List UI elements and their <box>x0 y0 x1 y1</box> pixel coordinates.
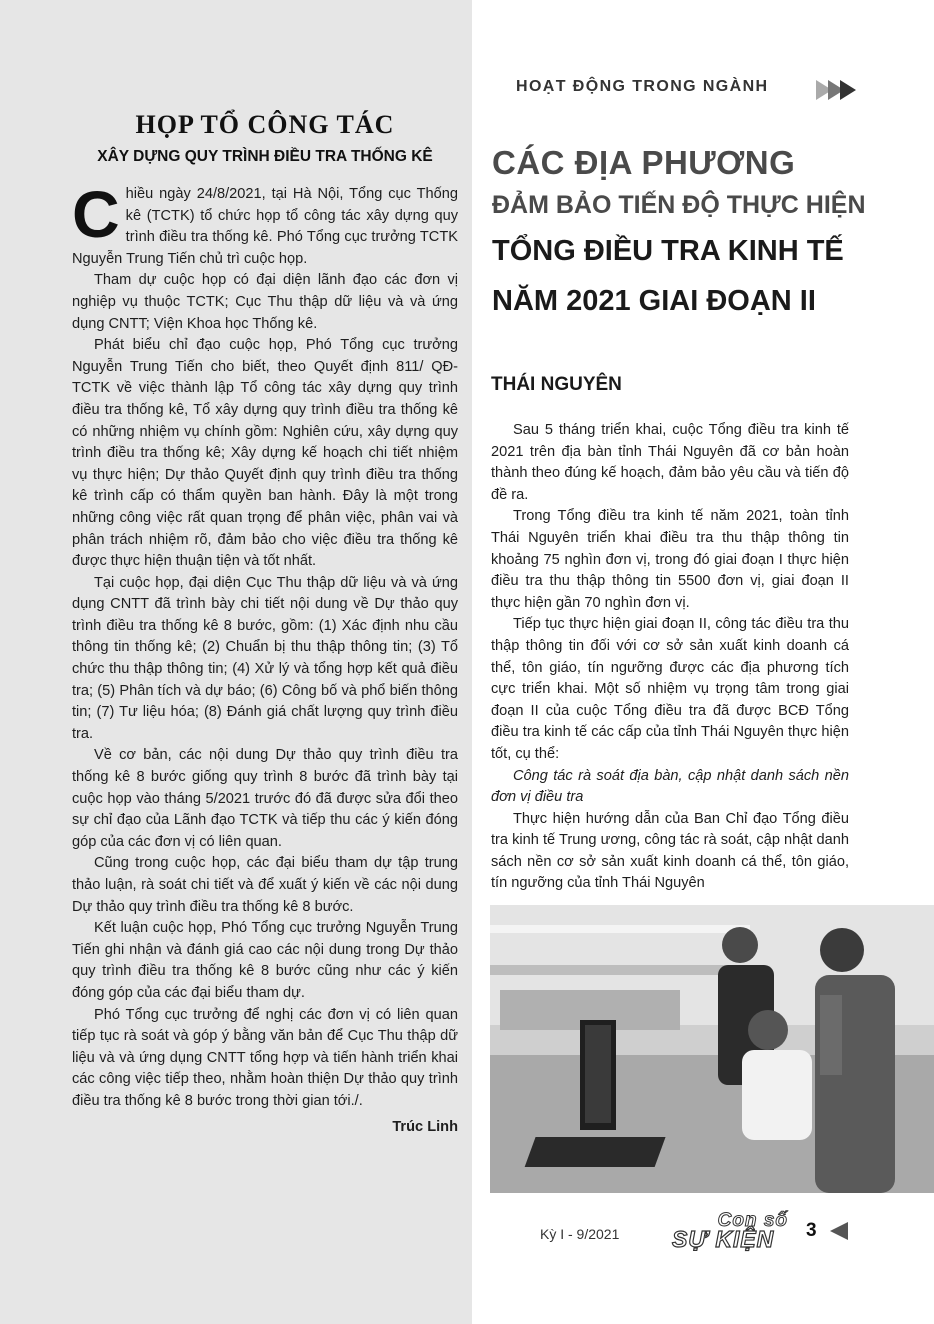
right-article-title <box>492 144 912 320</box>
triangle-left-icon <box>830 1222 848 1240</box>
right-paragraph-5: Thực hiện hướng dẫn của Ban Chỉ đạo Tổng điều tra kinh tế Trung ương, công tác rà soát, cập nhật danh sách nền cơ sở sản xuất kinh doanh cá thể, tôn giáo, tín ngưỡng của tỉnh Thái Nguyên <box>491 810 849 892</box>
page-number: 3 <box>806 1220 817 1241</box>
left-paragraph-6: Cũng trong cuộc họp, các đại biểu tham dự tập trung thảo luận, rà soát chi tiết và để xuất ý kiến về các nội dung Dự thảo quy trình điều tra thống kê 8 bước. <box>72 855 458 915</box>
left-article <box>72 110 458 1135</box>
left-paragraph-7: Kết luận cuộc họp, Phó Tổng cục trưởng Nguyễn Trung Tiến ghi nhận và đánh giá cao các nội dung trong Dự thảo quy trình điều tra thống kê 8 bước cũng như các ý kiến đóng góp của các đại biểu tham dự. <box>72 920 458 1001</box>
right-paragraph-2: Trong Tổng điều tra kinh tế năm 2021, toàn tỉnh Thái Nguyên triển khai điều tra thu thập thông tin khoảng 75 nghìn đơn vị, trong đó giai đoạn I thực hiện điều tra thu thập thông tin 5500 đơn vị, giai đoạn II thực hiện gần 70 nghìn đơn vị. <box>491 508 849 611</box>
right-paragraph-1: Sau 5 tháng triển khai, cuộc Tổng điều tra kinh tế 2021 trên địa bàn tỉnh Thái Nguyên đã cơ bản hoàn thành theo đúng kế hoạch, đảm bảo yêu cầu và tiến độ đề ra. <box>491 422 849 503</box>
left-paragraph-1: Chiều ngày 24/8/2021, tại Hà Nội, Tổng cục Thống kê (TCTK) tổ chức họp tổ công tác xây dựng quy trình điều tra thống kê. Phó Tổng cục trưởng TCTK Nguyễn Trung Tiến chủ trì cuộc họp. <box>72 177 458 267</box>
logo-line-1: Con số <box>717 1210 788 1231</box>
drop-cap: C <box>72 177 120 251</box>
left-paragraph-4: Tại cuộc họp, đại diện Cục Thu thập dữ liệu và và ứng dụng CNTT đã trình bày chi tiết nội dung về Dự thảo quy trình điều tra thống kê 8 bước, gồm: (1) Xác định nhu cầu thông tin thống kê; (2) Chuẩn bị thu thập thông tin; (3) Tổ chức thu thập thông tin; (4) Xử lý và tổng hợp kết quả điều tra; (5) Phân tích và dự báo; (6) Công bố và phổ biến thông tin; (7) Tư liệu hóa; (8) Đánh giá chất lượng quy trình điều tra. <box>72 574 458 742</box>
chevron-right-icon <box>840 80 856 100</box>
right-paragraph-4-italic: Công tác rà soát địa bàn, cập nhật danh sách nền đơn vị điều tra <box>491 767 849 806</box>
office-photo-illustration <box>490 905 934 1193</box>
left-paragraph-2: Tham dự cuộc họp có đại diện lãnh đạo các đơn vị nghiệp vụ thuộc TCTK; Cục Thu thập dữ liệu và và ứng dụng CNTT; Viện Khoa học Thống kê. <box>72 272 458 332</box>
title-line-4: NĂM 2021 GIAI ĐOẠN II <box>492 285 816 317</box>
left-paragraph-5: Về cơ bản, các nội dung Dự thảo quy trình điều tra thống kê 8 bước giống quy trình 8 bước đã trình bày tại cuộc họp vào tháng 5/2021 trước đó đã được sửa đổi theo sự chỉ đạo của Lãnh đạo TCTK và tiếp thu các ý kiến đóng góp của các đơn vị có liên quan. <box>72 747 458 850</box>
title-line-1: CÁC ĐỊA PHƯƠNG <box>492 144 796 181</box>
left-article-author: Trúc Linh <box>392 1118 458 1135</box>
right-paragraph-3: Tiếp tục thực hiện giai đoạn II, công tác điều tra thu thập thông tin đối với cơ sở sản xuất kinh doanh cá thể, tôn giáo, tín ngưỡng được các địa phương tích cực triển khai. Một số nhiệm vụ trọng tâm trong giai đoạn II của cuộc Tổng điều tra đã được BCĐ Tổng điều tra kinh tế các cấp của tỉnh Thái Nguyên thực hiện tốt, cụ thể: <box>491 616 849 762</box>
title-line-3: TỔNG ĐIỀU TRA KINH TẾ <box>492 235 844 267</box>
left-article-subtitle: XÂY DỰNG QUY TRÌNH ĐIỀU TRA THỐNG KÊ <box>97 148 433 165</box>
magazine-logo <box>672 1210 796 1252</box>
section-label: HOẠT ĐỘNG TRONG NGÀNH <box>516 78 769 95</box>
left-paragraph-8: Phó Tổng cục trưởng để nghị các đơn vị có liên quan tiếp tục rà soát và góp ý bằng văn bản để Cục Thu thập dữ liệu và và ứng dụng CNTT tổng hợp và tiến hành triển khai các công việc tiếp theo, nhằm hoàn thiện Dự thảo quy trình điều tra thống kê 8 bước trong thời gian tới./. <box>72 1006 458 1109</box>
right-article-subheading: THÁI NGUYÊN <box>491 374 622 395</box>
logo-line-2: SỰ KIỆN <box>672 1226 775 1252</box>
section-header <box>516 78 852 100</box>
page-footer <box>540 1208 874 1252</box>
issue-label: Kỳ I - 9/2021 <box>540 1226 620 1242</box>
title-line-2: ĐẢM BẢO TIẾN ĐỘ THỰC HIỆN <box>492 191 866 219</box>
left-paragraph-3: Phát biểu chỉ đạo cuộc họp, Phó Tổng cục trưởng Nguyễn Trung Tiến cho biết, theo Quyết định 811/ QĐ-TCTK về việc thành lập Tổ công tác xây dựng quy trình điều tra thống kê, Tổ xây dựng quy trình điều tra thống kê có những nhiệm vụ chính gồm: Nghiên cứu, xây dựng quy trình điều tra thống kê; Xây dựng kế hoạch chi tiết nhiệm vụ thực hiện; Dự thảo Quyết định quy trình điều tra thống kê trình cấp có thẩm quyền ban hành. Đây là một trong những công việc rất quan trọng để phân việc, phân vai và phân trách nhiệm rõ, đảm bảo cho việc điều tra thống kê được thực hiện thuận tiện và tốt nhất. <box>72 337 458 570</box>
right-article-body <box>491 420 849 895</box>
article-photo <box>490 905 934 1193</box>
left-article-body <box>72 177 458 1113</box>
left-article-title: HỌP TỔ CÔNG TÁC <box>135 110 395 139</box>
